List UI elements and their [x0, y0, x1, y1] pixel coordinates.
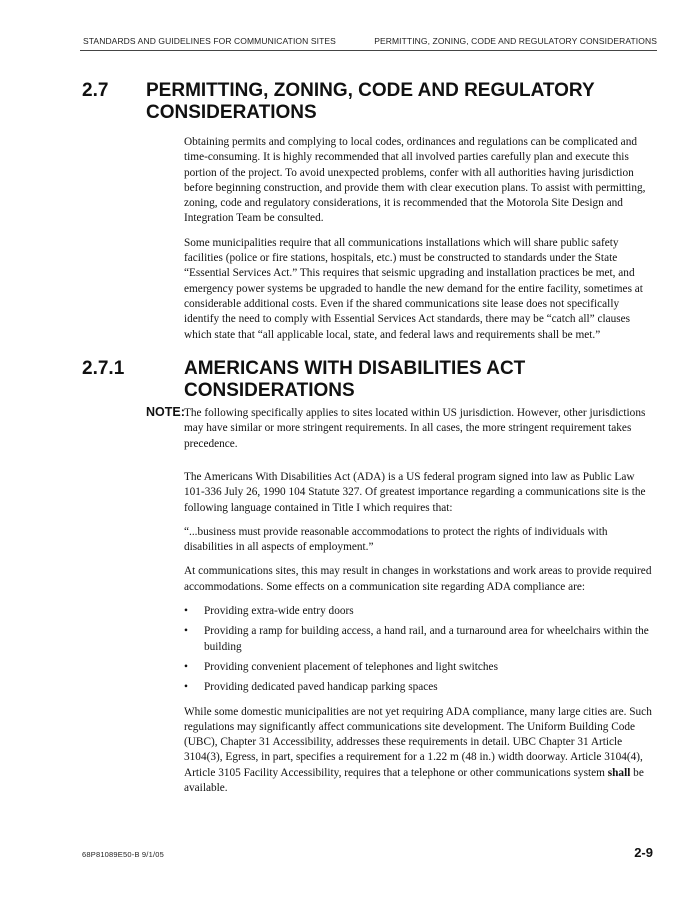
ada-intro: The Americans With Disabilities Act (ADA) is a US federal program signed into law as Public Law 101-336 July 26, 1990 104 Statute 327. Of greatest importance regarding a communications site is the following language contained in Title I which requires that: — [184, 471, 646, 514]
ada-closing — [184, 705, 654, 797]
ada-effects-intro: At communications sites, this may result in changes in workstations and work areas to provide required accommodations. Some effects on a communication site regarding ADA compliance are: — [184, 565, 652, 593]
list-item-text: Providing extra-wide entry doors — [204, 605, 354, 618]
note-block — [146, 406, 656, 452]
list-item-text: Providing dedicated paved handicap parking spaces — [204, 681, 438, 694]
header-rule — [80, 50, 657, 51]
list-item — [184, 680, 654, 695]
note-label: NOTE: — [146, 405, 185, 419]
list-item — [184, 604, 654, 619]
running-header-right: PERMITTING, ZONING, CODE AND REGULATORY CONSIDERATIONS — [374, 36, 657, 46]
subsection-number: 2.7.1 — [82, 358, 125, 379]
list-item-text: Providing a ramp for building access, a hand rail, and a turnaround area for wheelchairs within the building — [204, 625, 649, 653]
ada-effects-list — [184, 604, 654, 695]
ada-closing-bold: shall — [607, 766, 631, 779]
section-number: 2.7 — [82, 80, 109, 101]
list-item — [184, 624, 654, 655]
section-title-line1: PERMITTING, ZONING, CODE AND REGULATORY — [146, 80, 595, 101]
list-item — [184, 660, 654, 675]
section-paragraph-2: Some municipalities require that all communications installations which will share public safety facilities (police or fire stations, hospitals, etc.) must be constructed to standards under the State “Essential Services Act.” This requires that seismic upgrading and installation practices be met, and emergency power systems be upgraded to handle the new demand for the entire facility, sometimes at considerable additional costs. Even if the shared communications site lease does not specifically identify the need to comply with Essential Services Act standards, there may be “catch all” clauses which state that “all applicable local, state, and federal laws and requirements shall be met.” — [184, 236, 643, 341]
list-item-text: Providing convenient placement of telephones and light switches — [204, 660, 498, 673]
footer-doc-id: 68P81089E50-B 9/1/05 — [82, 850, 164, 859]
section-paragraph-1: Obtaining permits and complying to local codes, ordinances and regulations can be complicated and time-consuming. It is highly recommended that all involved parties carefully plan and execute this portion of the project. To avoid unexpected problems, confer with all authorities having jurisdiction before beginning construction, and provide them with clear execution plans. To assist with permitting, zoning, code and regulatory considerations, it is recommended that the Motorola Site Design and Integration Team be consulted. — [184, 136, 646, 225]
bullet-glyph: • — [184, 681, 188, 694]
note-text: The following specifically applies to sites located within US jurisdiction. However, other jurisdictions may have similar or more stringent requirements. In all cases, the more stringent requirement takes precedence. — [184, 407, 646, 450]
bullet-glyph: • — [184, 625, 188, 638]
page-number: 2-9 — [634, 845, 653, 860]
running-header-left: STANDARDS AND GUIDELINES FOR COMMUNICATION SITES — [83, 36, 336, 46]
section-body — [184, 135, 654, 352]
subsection-title: AMERICANS WITH DISABILITIES ACT CONSIDERATIONS — [184, 358, 526, 401]
section-title-line2: CONSIDERATIONS — [146, 102, 317, 123]
ada-closing-post: be available. — [184, 766, 644, 795]
ada-closing-pre: While some domestic municipalities are not yet requiring ADA compliance, many large cities are. Such regulations may significantly affect communications site development. The Uniform Building Code (UBC), Chapter 31 Accessibility, addresses these requirements in detail. UBC Chapter 31 Article 3104(3), Egress, in part, specifies a requirement for a 1.22 m (48 in.) width doorway. Article 3104(4), Article 3105 Facility Accessibility, requires that a telephone or other communications system — [184, 705, 652, 779]
ada-quote: “...business must provide reasonable accommodations to protect the rights of individuals with disabilities in all aspects of employment.” — [184, 525, 608, 554]
ada-body — [184, 470, 654, 805]
bullet-glyph: • — [184, 660, 188, 673]
bullet-glyph: • — [184, 605, 188, 618]
section-title — [146, 80, 595, 124]
